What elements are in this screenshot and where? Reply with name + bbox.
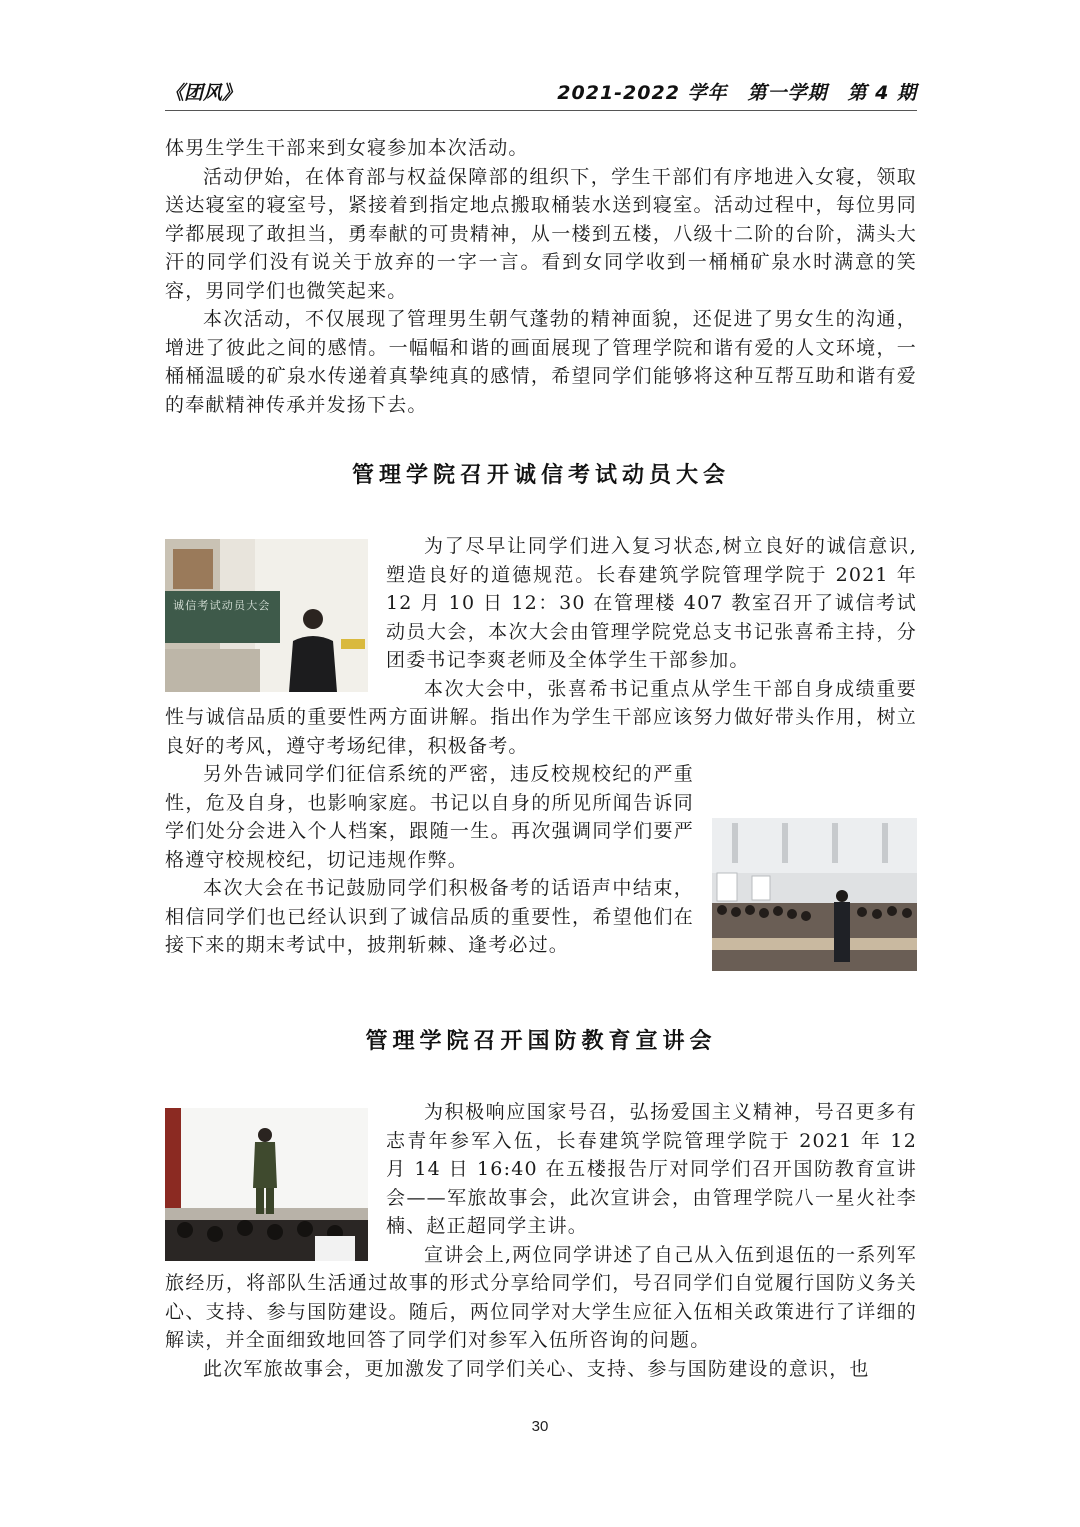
article1-body — [165, 532, 917, 971]
intro-paragraph-2: 本次活动，不仅展现了管理男生朝气蓬勃的精神面貌，还促进了男女生的沟通，增进了彼此之间的感情。一幅幅和谐的画面展现了管理学院和谐有爱的人文环境，一桶桶温暖的矿泉水传递着真挚纯真的感情，希望同学们能够将这种互帮互助和谐有爱的奉献精神传承并发扬下去。 — [165, 308, 917, 416]
article2-body — [165, 1098, 917, 1383]
issue-info: 2021-2022 学年 第一学期 第 4 期 — [557, 82, 917, 104]
meeting-photo — [165, 539, 368, 692]
intro-section — [165, 134, 917, 419]
article1-paragraph-4: 本次大会在书记鼓励同学们积极备考的话语声中结束，相信同学们也已经认识到了诚信品质的重要性，希望他们在接下来的期末考试中，披荆斩棘、逢考必过。 — [165, 877, 694, 956]
intro-line: 体男生学生干部来到女寝参加本次活动。 — [165, 137, 529, 159]
article1-title: 管理学院召开诚信考试动员大会 — [351, 463, 730, 488]
article2-paragraph-1: 为积极响应国家号召，弘扬爱国主义精神，号召更多有志青年参军入伍，长春建筑学院管理学院于 2021 年 12 月 14 日 16:40 在五楼报告厅对同学们召开国防教育宣讲会——军旅故事会，此次宣讲会，由管理学院八一星火社李楠、赵正超同学主讲。 — [386, 1101, 917, 1237]
article2-paragraph-3: 此次军旅故事会，更加激发了同学们关心、支持、参与国防建设的意识，也 — [203, 1357, 870, 1380]
journal-name: 《团风》 — [165, 82, 242, 104]
lecture-photo — [165, 1108, 368, 1261]
page-number: 30 — [531, 1418, 549, 1435]
article2-title: 管理学院召开国防教育宣讲会 — [365, 1029, 717, 1054]
article1-paragraph-3: 另外告诫同学们征信系统的严密，违反校规校纪的严重性，危及自身，也影响家庭。书记以自身的所见所闻告诉同学们处分会进入个人档案，跟随一生。再次强调同学们要严格遵守校规校纪，切记违规作弊。 — [165, 763, 694, 871]
intro-paragraph-1: 活动伊始，在体育部与权益保障部的组织下，学生干部们有序地进入女寝，领取送达寝室的寝室号，紧接着到指定地点搬取桶装水送到寝室。活动过程中，每位男同学都展现了敢担当，勇奉献的可贵精神，从一楼到五楼，八级十二阶的台阶，满头大汗的同学们没有说关于放弃的一字一言。看到女同学收到一桶桶矿泉水时满意的笑容，男同学们也微笑起来。 — [165, 165, 917, 302]
article1-paragraph-1: 为了尽早让同学们进入复习状态,树立良好的诚信意识,塑造良好的道德规范。长春建筑学院管理学院于 2021 年 12 月 10 日 12：30 在管理楼 407 教室召开了诚信考试动员大会，本次大会由管理学院党总支书记张喜希主持，分团委书记李爽老师及全体学生干部参加。 — [386, 535, 917, 671]
header-rule — [165, 110, 917, 111]
article1-paragraph-2: 本次大会中，张喜希书记重点从学生干部自身成绩重要性与诚信品质的重要性两方面讲解。指出作为学生干部应该努力做好带头作用，树立良好的考风，遵守考场纪律，积极备考。 — [165, 677, 917, 757]
audience-photo — [712, 818, 917, 971]
blackboard-text: 诚信考试动员大会 — [173, 599, 271, 612]
article1-paragraph-3-wrap — [165, 760, 917, 874]
page-header — [165, 78, 917, 108]
article2-paragraph-2: 宣讲会上,两位同学讲述了自己从入伍到退伍的一系列军旅经历，将部队生活通过故事的形式分享给同学们，号召同学们自觉履行国防义务关心、支持、参与国防建设。随后，两位同学对大学生应征入伍相关政策进行了详细的解读，并全面细致地回答了同学们对参军入伍所咨询的问题。 — [165, 1243, 917, 1351]
